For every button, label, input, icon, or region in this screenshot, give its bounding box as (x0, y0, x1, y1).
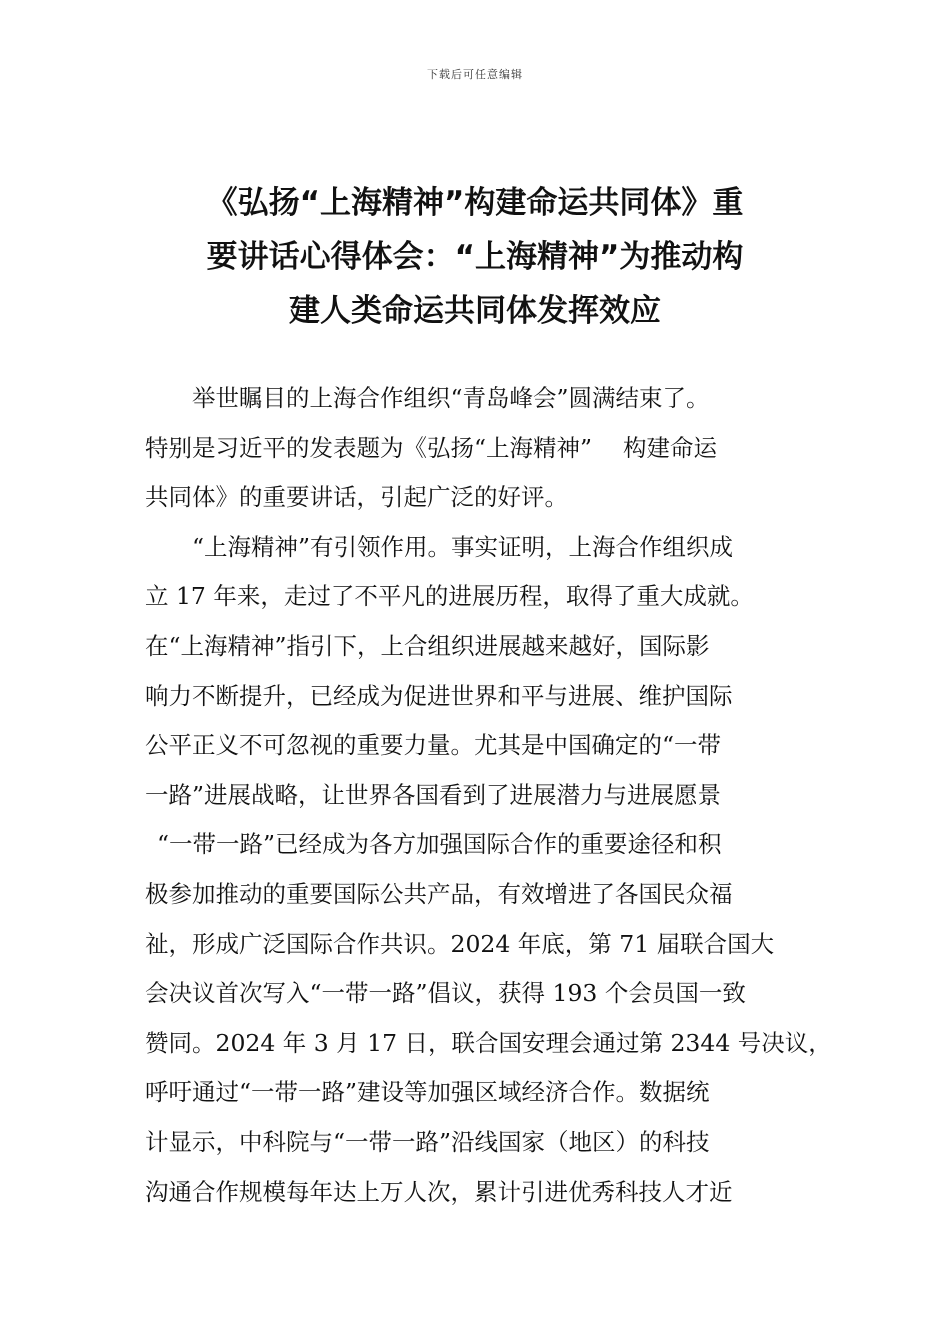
paragraph-line: 响力不断提升，已经成为促进世界和平与进展、维护国际 (145, 681, 733, 710)
paragraph-line: “一带一路”已经成为各方加强国际合作的重要途径和积 (157, 830, 722, 859)
title-line: 要讲话心得体会：“上海精神”为推动构 (206, 239, 744, 275)
body-text (145, 374, 832, 1217)
paragraph-line: 赞同。2024 年 3 月 17 日，联合国安理会通过第 2344 号决议， (145, 1028, 832, 1057)
paragraph-line: 公平正义不可忽视的重要力量。尤其是中国确定的“一带 (145, 731, 722, 760)
paragraph-line: 极参加推动的重要国际公共产品，有效增进了各国民众福 (145, 879, 733, 908)
paragraph-line: 举世瞩目的上海合作组织“青岛峰会”圆满结束了。 (192, 384, 710, 412)
paragraph-line: 沟通合作规模每年达上万人次，累计引进优秀科技人才近 (145, 1177, 733, 1206)
paragraph-line: 特别是习近平的发表题为《弘扬“上海精神” 构建命运 (145, 433, 717, 462)
paragraph-line: 会决议首次写入“一带一路”倡议，获得 193 个会员国一致 (145, 979, 746, 1008)
document-title (145, 176, 805, 338)
paragraph-line: 呼吁通过“一带一路”建设等加强区域经济合作。数据统 (145, 1078, 710, 1107)
title-line: 建人类命运共同体发挥效应 (289, 293, 661, 329)
paragraph-line: 祉，形成广泛国际合作共识。2024 年底，第 71 届联合国大 (145, 929, 775, 958)
header-note: 下载后可任意编辑 (427, 68, 523, 81)
paragraph-line: 计显示，中科院与“一带一路”沿线国家（地区）的科技 (145, 1127, 710, 1156)
paragraph-line: 立 17 年来，走过了不平凡的进展历程，取得了重大成就。 (145, 582, 754, 611)
title-line: 《弘扬“上海精神”构建命运共同体》重 (206, 185, 744, 221)
paragraph-line: 共同体》的重要讲话，引起广泛的好评。 (145, 483, 568, 512)
paragraph-line: 在“上海精神”指引下，上合组织进展越来越好，国际影 (145, 631, 710, 660)
paragraph-line: “上海精神”有引领作用。事实证明，上海合作组织成 (192, 532, 734, 561)
paragraph-line: 一路”进展战略，让世界各国看到了进展潜力与进展愿景 (145, 780, 722, 809)
